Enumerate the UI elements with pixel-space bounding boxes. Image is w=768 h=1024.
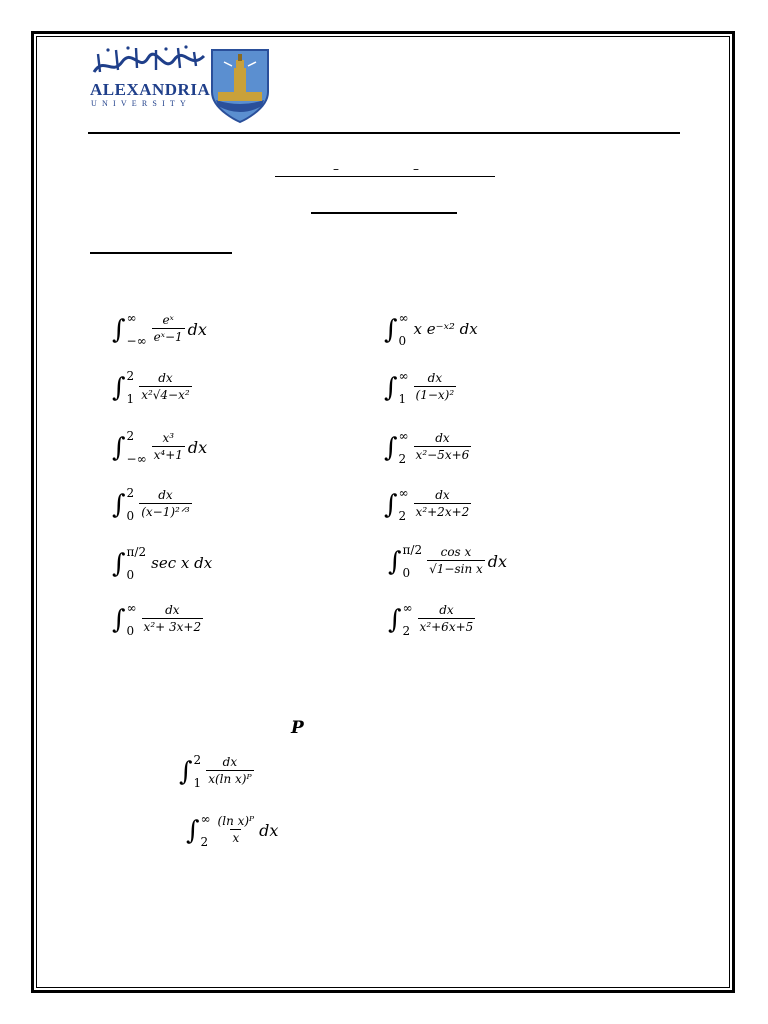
numerator: eˣ: [162, 313, 174, 327]
denominator: x²+ 3x+2: [143, 620, 202, 635]
lower-limit: 2: [402, 624, 411, 639]
lower-limit: 2: [398, 452, 407, 467]
upper-limit: ∞: [398, 486, 409, 501]
title-dash-1: –: [333, 162, 339, 176]
numerator: cos x: [440, 545, 472, 559]
title-underline: [275, 176, 495, 177]
integrand: x e⁻ˣ² dx: [413, 320, 478, 338]
integral-right-2: [384, 369, 459, 407]
numerator: (ln x)ᴾ: [217, 814, 255, 828]
integral-sign: ∫: [112, 490, 126, 521]
differential: dx: [187, 437, 208, 457]
upper-limit: ∞: [398, 369, 409, 384]
lower-limit: 2: [398, 509, 407, 524]
upper-limit: 2: [126, 486, 135, 501]
denominator: x²−5x+6: [415, 448, 470, 463]
upper-limit: 2: [126, 429, 135, 444]
numerator: dx: [158, 488, 173, 502]
denominator: eˣ−1: [153, 330, 183, 345]
denominator: x⁴+1: [153, 448, 183, 463]
denominator: x: [232, 831, 240, 846]
integral-left-2: [112, 369, 195, 407]
integral-sign: ∫: [384, 315, 398, 345]
integral-sign: ∫: [112, 373, 126, 404]
lower-limit: 1: [126, 392, 135, 407]
integral-sign: ∫: [112, 605, 126, 636]
integral-right-4: [384, 486, 474, 524]
integral-right-1: [384, 311, 478, 348]
integral-sign: ∫: [112, 315, 126, 346]
numerator: dx: [435, 488, 450, 502]
numerator: x³: [162, 431, 175, 445]
integral-left-4: [112, 486, 195, 524]
upper-limit: ∞: [200, 812, 211, 827]
integral-sign: ∫: [384, 373, 398, 404]
university-name: ALEXANDRIA: [90, 80, 211, 99]
numerator: dx: [165, 603, 180, 617]
upper-limit: ∞: [402, 601, 413, 616]
section-underline: [90, 252, 232, 254]
lower-limit: 0: [398, 334, 407, 348]
integral-p-2: [186, 812, 279, 850]
numerator: dx: [439, 603, 454, 617]
integral-sign: ∫: [186, 816, 200, 847]
integral-p-1: [179, 753, 257, 791]
lighthouse-shield-icon: [210, 48, 270, 124]
integral-left-5: [112, 545, 213, 582]
denominator: (x−1)²ᐟ³: [141, 505, 190, 520]
subtitle-underline: [311, 212, 457, 214]
lower-limit: −∞: [126, 452, 147, 467]
upper-limit: 2: [126, 369, 135, 384]
denominator: (1−x)²: [415, 388, 455, 403]
lower-limit: 1: [398, 392, 407, 407]
integral-sign: ∫: [112, 549, 126, 579]
numerator: dx: [435, 431, 450, 445]
integral-right-3: [384, 429, 474, 467]
parameter-label: P: [291, 718, 304, 738]
integral-right-6: [388, 601, 478, 639]
numerator: dx: [222, 755, 238, 769]
university-arabic-calligraphy: [90, 42, 208, 82]
numerator: dx: [158, 371, 173, 385]
lower-limit: 2: [200, 835, 209, 850]
upper-limit: 2: [193, 753, 202, 768]
lower-limit: 0: [126, 509, 135, 524]
integral-sign: ∫: [112, 433, 126, 464]
upper-limit: ∞: [398, 311, 409, 325]
denominator: x²+6x+5: [419, 620, 474, 635]
integral-sign: ∫: [388, 605, 402, 636]
header-divider: [88, 132, 680, 134]
integral-left-1: [112, 311, 207, 349]
integral-sign: ∫: [388, 547, 402, 578]
upper-limit: π/2: [126, 545, 147, 559]
integral-right-5: [388, 543, 508, 581]
denominator: √1−sin x: [429, 562, 483, 577]
integral-sign: ∫: [384, 490, 398, 521]
integral-sign: ∫: [179, 757, 193, 788]
title-dash-2: –: [413, 162, 419, 176]
upper-limit: ∞: [126, 311, 137, 326]
lower-limit: 1: [193, 776, 202, 791]
upper-limit: ∞: [126, 601, 137, 616]
numerator: dx: [427, 371, 443, 385]
lower-limit: −∞: [126, 334, 147, 349]
integral-left-3: [112, 429, 208, 467]
differential: dx: [187, 319, 207, 339]
differential: dx: [259, 820, 279, 840]
university-subtitle: UNIVERSITY: [91, 99, 191, 108]
lower-limit: 0: [126, 624, 135, 639]
upper-limit: ∞: [398, 429, 409, 444]
upper-limit: π/2: [402, 543, 423, 558]
denominator: x²√4−x²: [141, 388, 190, 403]
lower-limit: 0: [126, 568, 135, 582]
denominator: x(ln x)ᴾ: [208, 772, 252, 787]
differential: dx: [487, 551, 508, 571]
denominator: x²+2x+2: [415, 505, 470, 520]
integral-sign: ∫: [384, 433, 398, 464]
integral-left-6: [112, 601, 206, 639]
lower-limit: 0: [402, 566, 411, 581]
integrand: sec x dx: [151, 554, 213, 572]
